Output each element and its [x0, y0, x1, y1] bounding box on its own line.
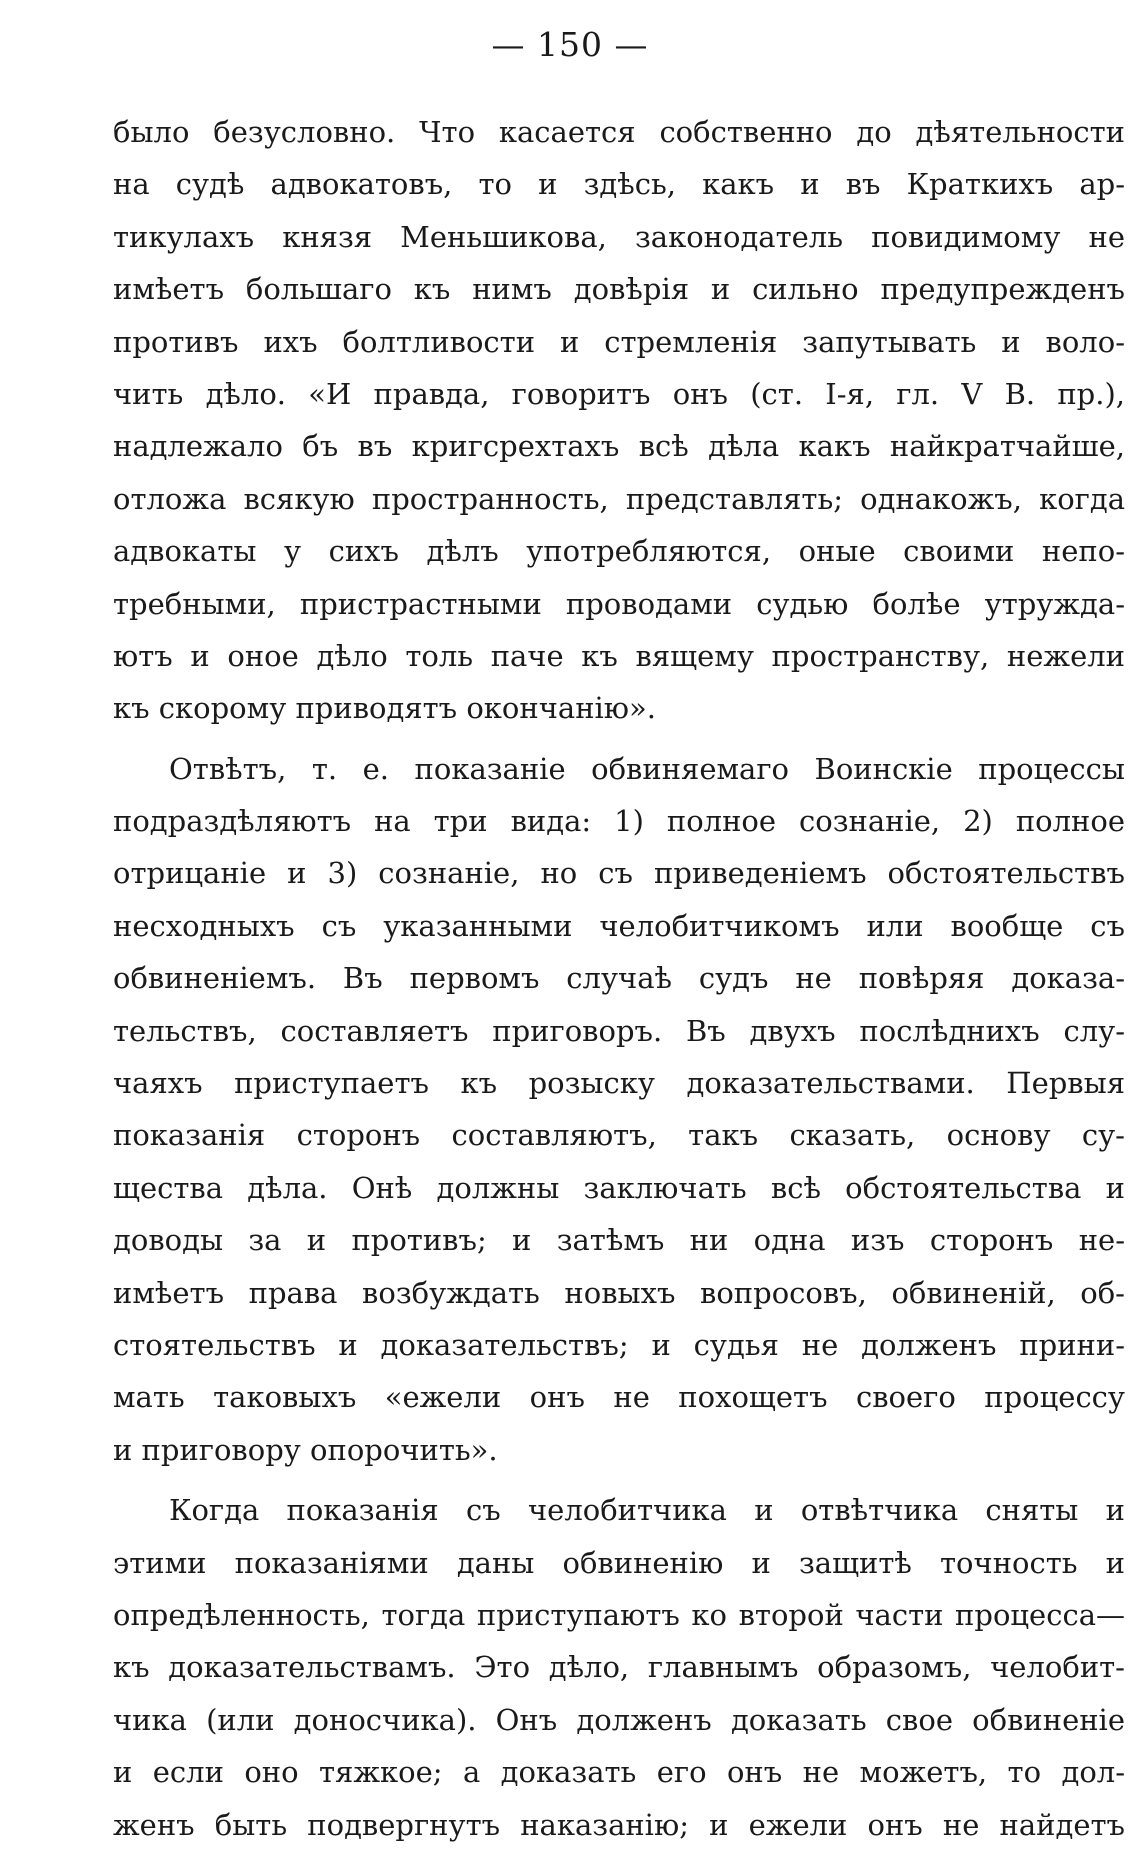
text-line: на судѣ адвокатовъ, то и здѣсь, какъ и въ Краткихъ ар-	[113, 167, 1125, 202]
text-line: тельствъ, составляетъ приговоръ. Въ двухъ послѣднихъ слу-	[113, 1013, 1125, 1048]
text-line: чаяхъ приступаетъ къ розыску доказательствами. Первыя	[113, 1066, 1125, 1101]
text-line: имѣетъ большаго къ нимъ довѣрія и сильно предупрежденъ	[113, 272, 1125, 307]
text-line: тикулахъ князя Меньшикова, законодатель повидимому не	[113, 219, 1125, 254]
page-number: — 150 —	[491, 25, 649, 64]
page-body	[113, 106, 1125, 1851]
paragraph-gap	[113, 1476, 1125, 1484]
paragraph-2	[113, 743, 1125, 1476]
text-line: несходныхъ съ указанными челобитчикомъ или вообще съ	[113, 908, 1125, 943]
text-line: адвокаты у сихъ дѣлъ употребляются, оные своими непо-	[113, 534, 1125, 569]
text-line: мать таковыхъ «ежели онъ не похощетъ своего процессу	[113, 1380, 1125, 1415]
text-line: чика (или доносчика). Онъ долженъ доказать свое обвиненіе	[113, 1702, 1125, 1737]
text-line: показанія сторонъ составляютъ, такъ сказать, основу су-	[113, 1118, 1125, 1153]
text-line: и если оно тяжкое; а доказать его онъ не можетъ, то дол-	[113, 1755, 1125, 1790]
text-line: Когда показанія съ челобитчика и отвѣтчика сняты и	[169, 1493, 1125, 1528]
text-line: стоятельствъ и доказательствъ; и судья не долженъ прини-	[113, 1327, 1125, 1362]
text-line: доводы за и противъ; и затѣмъ ни одна изъ сторонъ не-	[113, 1223, 1125, 1258]
text-line: противъ ихъ болтливости и стремленія запутывать и воло-	[113, 324, 1125, 359]
text-line: и приговору опорочить».	[113, 1432, 498, 1467]
text-line: подраздѣляютъ на три вида: 1) полное сознаніе, 2) полное	[113, 804, 1125, 839]
text-line: было безусловно. Что касается собственно до дѣятельности	[113, 115, 1125, 149]
text-line: къ скорому приводятъ окончанію».	[113, 691, 656, 726]
text-line: обвиненіемъ. Въ первомъ случаѣ судъ не повѣряя доказа-	[113, 961, 1125, 996]
text-line: имѣетъ права возбуждать новыхъ вопросовъ, обвиненій, об-	[113, 1275, 1125, 1310]
paragraph-gap	[113, 735, 1125, 743]
text-line: надлежало бъ въ кригсрехтахъ всѣ дѣла какъ найкратчайше,	[113, 429, 1125, 464]
text-line: щества дѣла. Онѣ должны заключать всѣ обстоятельства и	[113, 1170, 1125, 1205]
text-line: опредѣленность, тогда приступаютъ ко второй части процесса—	[113, 1597, 1125, 1632]
text-line: къ доказательствамъ. Это дѣло, главнымъ образомъ, челобит-	[113, 1650, 1125, 1685]
text-line: чить дѣло. «И правда, говоритъ онъ (ст. І-я, гл. V В. пр.),	[113, 376, 1125, 411]
text-line: ютъ и оное дѣло толь паче къ вящему пространству, нежели	[113, 638, 1125, 673]
text-line: Отвѣтъ, т. е. показаніе обвиняемаго Воинскіе процессы	[169, 751, 1125, 786]
paragraph-1	[113, 106, 1125, 735]
text-line: отложа всякую пространность, представлять; однакожъ, когда	[113, 481, 1125, 516]
paragraph-3	[113, 1484, 1125, 1851]
text-line: этими показаніями даны обвиненію и защитѣ точность и	[113, 1545, 1125, 1580]
text-line: женъ быть подвергнутъ наказанію; и ежели онъ не найдетъ	[113, 1807, 1125, 1842]
text-line: требными, пристрастными проводами судью болѣе утружда-	[113, 586, 1125, 621]
text-line: отрицаніе и 3) сознаніе, но съ приведеніемъ обстоятельствъ	[113, 856, 1125, 891]
